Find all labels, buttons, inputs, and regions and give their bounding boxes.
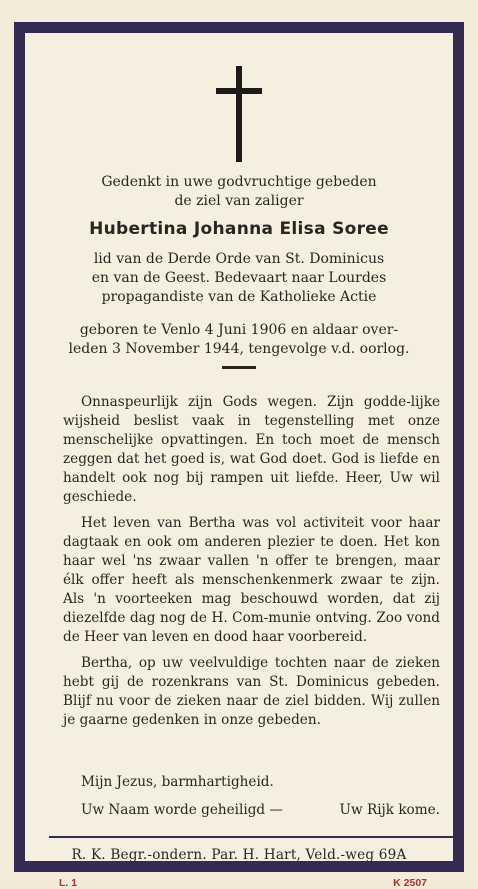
role-line: lid van de Derde Orde van St. Dominicus bbox=[93, 251, 385, 267]
meditation-text bbox=[63, 393, 440, 740]
divider-line bbox=[222, 366, 256, 369]
roles-block bbox=[25, 250, 453, 307]
footer-rule bbox=[49, 836, 455, 838]
paragraph: Bertha, op uw veelvuldige tochten naar de zieken hebt gij de rozenkrans van St. Dominicus gebeden. Blijf nu voor de zieken naar de ziel bidden. Wij zullen je gaarne gedenken in onze gebeden. bbox=[63, 655, 440, 728]
mourning-border-frame bbox=[14, 22, 464, 889]
dates-line-1: geboren te Venlo 4 Juni 1906 en aldaar over- bbox=[79, 322, 399, 338]
intro-line-2: de ziel van zaliger bbox=[174, 193, 304, 209]
prayer-line: Mijn Jezus, barmhartigheid. bbox=[81, 774, 274, 790]
birth-death-dates bbox=[25, 321, 453, 359]
prayer-right: Uw Rijk kome. bbox=[339, 802, 440, 818]
print-code-right: K 2507 bbox=[393, 877, 427, 889]
closing-prayers bbox=[63, 773, 440, 820]
role-line: en van de Geest. Bedevaart naar Lourdes bbox=[91, 270, 387, 286]
cross-icon bbox=[216, 66, 262, 162]
intro-line-1: Gedenkt in uwe godvruchtige gebeden bbox=[101, 174, 377, 190]
dates-line-2: leden 3 November 1944, tengevolge v.d. oorlog. bbox=[68, 341, 410, 357]
print-code-left: L. 1 bbox=[59, 877, 78, 889]
printer-line: R. K. Begr.-ondern. Par. H. Hart, Veld.-weg 69A bbox=[71, 847, 407, 863]
deceased-name: Hubertina Johanna Elisa Soree bbox=[89, 219, 389, 239]
paragraph: Onnaspeurlijk zijn Gods wegen. Zijn godde-lijke wijsheid beslist vaak in tegenstelling met onze menschelijke opvattingen. En toch moet de mensch zeggen dat het goed is, wat God doet. God is liefde en handelt ook nog bij rampen uit liefde. Heer, Uw wil geschiede. bbox=[63, 394, 440, 505]
intro-text bbox=[25, 173, 453, 211]
role-line: propagandiste van de Katholieke Actie bbox=[101, 289, 377, 305]
prayer-left: Uw Naam worde geheiligd — bbox=[81, 802, 284, 818]
prayer-line-2 bbox=[63, 801, 440, 820]
paragraph: Het leven van Bertha was vol activiteit voor haar dagtaak en ook om anderen plezier te doen. Het kon haar wel 'ns zwaar vallen 'n offer te brengen, maar élk offer heeft als menschenkenmerk zwaar te zijn. Als 'n voorteeken mag beschouwd worden, dat zij diezelfde dag nog de H. Com-munie ontving. Zoo vond de Heer van leven en dood haar voorbereid. bbox=[63, 515, 440, 645]
